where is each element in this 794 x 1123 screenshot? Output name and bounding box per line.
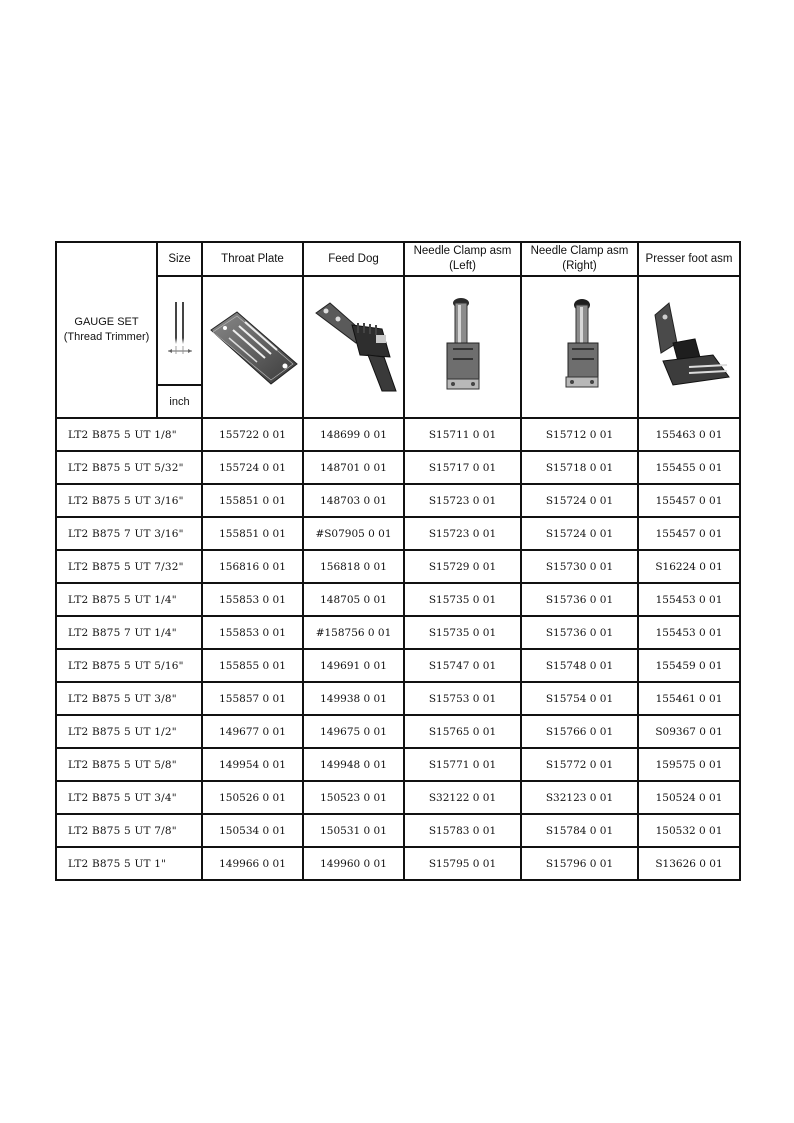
- presser-foot-header: [638, 242, 740, 276]
- throat-plate-image: [207, 308, 299, 386]
- needle-clamp-left-image-cell: [404, 276, 521, 418]
- needle-clamp-left-part-number: S15771 0 01: [404, 748, 521, 781]
- model-cell: LT2 B875 5 UT 1/2": [56, 715, 202, 748]
- table-row: [56, 550, 740, 583]
- presser-foot-part-number: 155457 0 01: [638, 484, 740, 517]
- throat-plate-part-number: 155722 0 01: [202, 418, 303, 451]
- presser-foot-image: [643, 299, 735, 395]
- throat-plate-part-number: 155724 0 01: [202, 451, 303, 484]
- throat-plate-part-number: 156816 0 01: [202, 550, 303, 583]
- needle-clamp-left-part-number: S15765 0 01: [404, 715, 521, 748]
- table-row: [56, 781, 740, 814]
- needle-clamp-left-part-number: S15753 0 01: [404, 682, 521, 715]
- needle-clamp-right-part-number: S15730 0 01: [521, 550, 638, 583]
- feed-dog-part-number: 148699 0 01: [303, 418, 404, 451]
- feed-dog-part-number: 150523 0 01: [303, 781, 404, 814]
- model-cell: LT2 B875 5 UT 5/8": [56, 748, 202, 781]
- throat-plate-part-number: 149677 0 01: [202, 715, 303, 748]
- feed-dog-image-cell: [303, 276, 404, 418]
- feed-dog-part-number: 156818 0 01: [303, 550, 404, 583]
- throat-plate-part-number: 155857 0 01: [202, 682, 303, 715]
- needle-clamp-right-part-number: S15736 0 01: [521, 616, 638, 649]
- throat-plate-part-number: 155853 0 01: [202, 583, 303, 616]
- gauge-set-subtitle: (Thread Trimmer): [63, 331, 150, 343]
- feed-dog-part-number: 148701 0 01: [303, 451, 404, 484]
- table-row: [56, 682, 740, 715]
- needle-clamp-right-part-number: S15784 0 01: [521, 814, 638, 847]
- gauge-set-table: [55, 241, 741, 881]
- model-cell: LT2 B875 7 UT 3/16": [56, 517, 202, 550]
- needle-clamp-right-part-number: S32123 0 01: [521, 781, 638, 814]
- model-cell: LT2 B875 5 UT 1/4": [56, 583, 202, 616]
- feed-dog-part-number: #158756 0 01: [303, 616, 404, 649]
- presser-foot-part-number: 155453 0 01: [638, 616, 740, 649]
- feed-dog-part-number: 149675 0 01: [303, 715, 404, 748]
- model-cell: LT2 B875 5 UT 7/8": [56, 814, 202, 847]
- needle-clamp-left-part-number: S15795 0 01: [404, 847, 521, 880]
- throat-plate-part-number: 149966 0 01: [202, 847, 303, 880]
- needle-clamp-right-header-label: Needle Clamp asm: [530, 245, 629, 257]
- presser-foot-part-number: 155457 0 01: [638, 517, 740, 550]
- needle-clamp-right-part-number: S15736 0 01: [521, 583, 638, 616]
- presser-foot-part-number: 159575 0 01: [638, 748, 740, 781]
- feed-dog-part-number: 148705 0 01: [303, 583, 404, 616]
- needle-clamp-left-part-number: S32122 0 01: [404, 781, 521, 814]
- table-row: [56, 451, 740, 484]
- feed-dog-part-number: 148703 0 01: [303, 484, 404, 517]
- needle-clamp-right-header: [521, 242, 638, 276]
- throat-plate-part-number: 150534 0 01: [202, 814, 303, 847]
- throat-plate-part-number: 155851 0 01: [202, 484, 303, 517]
- presser-foot-part-number: S09367 0 01: [638, 715, 740, 748]
- gauge-set-header: [56, 242, 157, 418]
- throat-plate-header-label: Throat Plate: [221, 252, 284, 265]
- size-header: Size: [157, 242, 202, 276]
- needle-clamp-left-part-number: S15783 0 01: [404, 814, 521, 847]
- feed-dog-part-number: 149938 0 01: [303, 682, 404, 715]
- gauge-set-sheet: [55, 241, 739, 881]
- table-row: [56, 583, 740, 616]
- needle-clamp-right-part-number: S15748 0 01: [521, 649, 638, 682]
- needle-clamp-left-part-number: S15735 0 01: [404, 583, 521, 616]
- presser-foot-part-number: 155463 0 01: [638, 418, 740, 451]
- table-row: [56, 484, 740, 517]
- feed-dog-image: [308, 299, 400, 395]
- feed-dog-part-number: 149691 0 01: [303, 649, 404, 682]
- table-row: [56, 748, 740, 781]
- table-row: [56, 616, 740, 649]
- model-cell: LT2 B875 5 UT 5/32": [56, 451, 202, 484]
- table-row: [56, 418, 740, 451]
- needle-clamp-right-part-number: S15754 0 01: [521, 682, 638, 715]
- presser-foot-part-number: S16224 0 01: [638, 550, 740, 583]
- throat-plate-part-number: 155855 0 01: [202, 649, 303, 682]
- needle-clamp-left-part-number: S15747 0 01: [404, 649, 521, 682]
- table-row: [56, 649, 740, 682]
- needle-clamp-left-part-number: S15735 0 01: [404, 616, 521, 649]
- needle-clamp-left-part-number: S15729 0 01: [404, 550, 521, 583]
- table-row: [56, 814, 740, 847]
- image-row: [56, 276, 740, 385]
- model-cell: LT2 B875 5 UT 1": [56, 847, 202, 880]
- feed-dog-part-number: 150531 0 01: [303, 814, 404, 847]
- model-cell: LT2 B875 5 UT 3/4": [56, 781, 202, 814]
- feed-dog-part-number: 149960 0 01: [303, 847, 404, 880]
- needle-clamp-left-part-number: S15711 0 01: [404, 418, 521, 451]
- presser-foot-part-number: 155459 0 01: [638, 649, 740, 682]
- presser-foot-part-number: 150524 0 01: [638, 781, 740, 814]
- needle-clamp-right-header-sub: (Right): [562, 260, 597, 272]
- throat-plate-part-number: 155853 0 01: [202, 616, 303, 649]
- needle-clamp-right-image-cell: [521, 276, 638, 418]
- needle-clamp-right-part-number: S15712 0 01: [521, 418, 638, 451]
- needle-gauge-icon: [165, 298, 195, 358]
- needle-clamp-left-header-label: Needle Clamp asm: [413, 245, 512, 257]
- model-cell: LT2 B875 7 UT 1/4": [56, 616, 202, 649]
- needle-clamp-left-image: [433, 295, 493, 399]
- gauge-set-title: GAUGE SET: [74, 316, 139, 328]
- needle-gauge-image-cell: [157, 276, 202, 385]
- presser-foot-part-number: 155453 0 01: [638, 583, 740, 616]
- presser-foot-part-number: 150532 0 01: [638, 814, 740, 847]
- needle-clamp-left-header-sub: (Left): [449, 260, 476, 272]
- throat-plate-part-number: 149954 0 01: [202, 748, 303, 781]
- header-row: [56, 242, 740, 276]
- feed-dog-part-number: #S07905 0 01: [303, 517, 404, 550]
- needle-clamp-right-image: [550, 295, 610, 399]
- model-cell: LT2 B875 5 UT 7/32": [56, 550, 202, 583]
- feed-dog-header: [303, 242, 404, 276]
- throat-plate-part-number: 150526 0 01: [202, 781, 303, 814]
- needle-clamp-right-part-number: S15724 0 01: [521, 517, 638, 550]
- needle-clamp-left-header: [404, 242, 521, 276]
- presser-foot-part-number: S13626 0 01: [638, 847, 740, 880]
- model-cell: LT2 B875 5 UT 3/16": [56, 484, 202, 517]
- needle-clamp-left-part-number: S15717 0 01: [404, 451, 521, 484]
- presser-foot-part-number: 155455 0 01: [638, 451, 740, 484]
- feed-dog-part-number: 149948 0 01: [303, 748, 404, 781]
- throat-plate-header: [202, 242, 303, 276]
- needle-clamp-left-part-number: S15723 0 01: [404, 484, 521, 517]
- needle-clamp-right-part-number: S15772 0 01: [521, 748, 638, 781]
- model-cell: LT2 B875 5 UT 5/16": [56, 649, 202, 682]
- presser-foot-image-cell: [638, 276, 740, 418]
- table-row: [56, 517, 740, 550]
- size-unit-inch: inch: [157, 385, 202, 418]
- model-cell: LT2 B875 5 UT 1/8": [56, 418, 202, 451]
- presser-foot-header-label: Presser foot asm: [645, 252, 733, 265]
- model-cell: LT2 B875 5 UT 3/8": [56, 682, 202, 715]
- table-row: [56, 847, 740, 880]
- needle-clamp-right-part-number: S15718 0 01: [521, 451, 638, 484]
- part-rows: [56, 418, 740, 880]
- throat-plate-image-cell: [202, 276, 303, 418]
- needle-clamp-right-part-number: S15724 0 01: [521, 484, 638, 517]
- needle-clamp-right-part-number: S15766 0 01: [521, 715, 638, 748]
- table-row: [56, 715, 740, 748]
- needle-clamp-right-part-number: S15796 0 01: [521, 847, 638, 880]
- needle-clamp-left-part-number: S15723 0 01: [404, 517, 521, 550]
- presser-foot-part-number: 155461 0 01: [638, 682, 740, 715]
- feed-dog-header-label: Feed Dog: [328, 252, 379, 265]
- throat-plate-part-number: 155851 0 01: [202, 517, 303, 550]
